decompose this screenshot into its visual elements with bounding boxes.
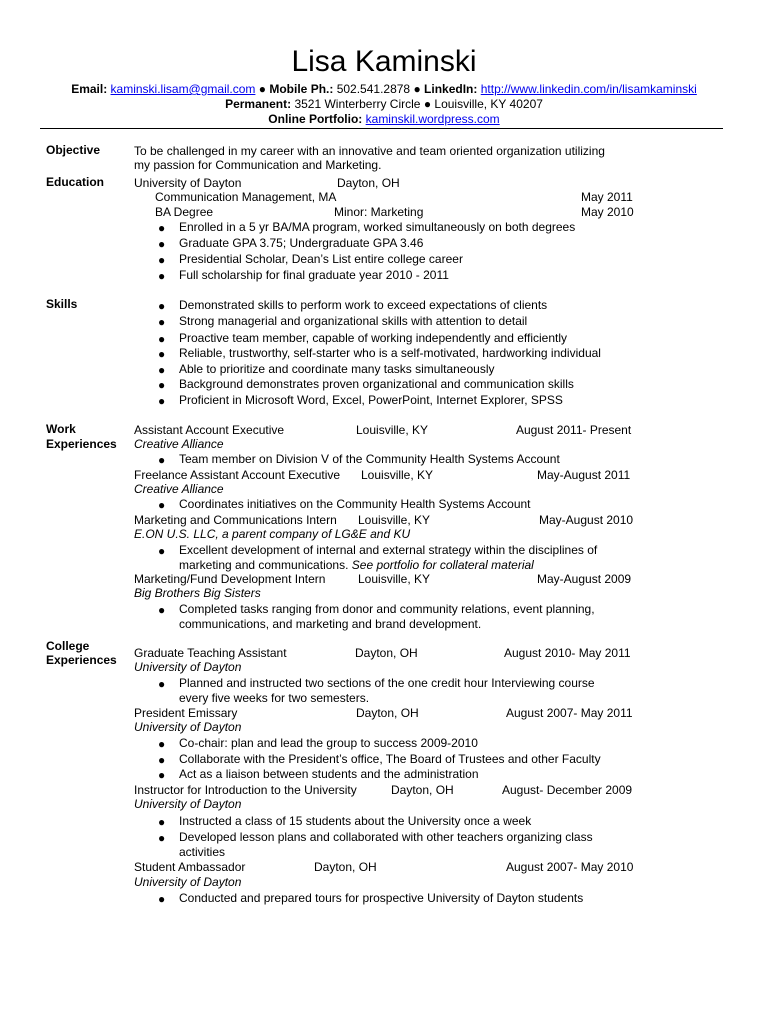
list-item: Planned and instructed two sections of the one credit hour Interviewing course [179,676,595,690]
job-org: Creative Alliance [134,482,224,496]
list-item: Collaborate with the President’s office, The Board of Trustees and other Faculty [179,752,601,766]
bullet-icon: ● [158,768,166,782]
list-item: Demonstrated skills to perform work to exceed expectations of clients [179,298,548,312]
list-item: Conducted and prepared tours for prospective University of Dayton students [179,891,584,905]
job-title: Graduate Teaching Assistant [134,646,287,660]
section-label-objective: Objective [46,143,101,157]
job-dates: May-August 2011 [537,468,631,482]
objective-text-line-2: my passion for Communication and Marketing. [134,158,382,172]
list-item: Instructed a class of 15 students about the University once a week [179,814,532,828]
portfolio-link[interactable]: kaminskil.wordpress.com [365,112,500,126]
list-item: Enrolled in a 5 yr BA/MA program, worked simultaneously on both degrees [179,220,576,234]
list-item-continued: every five weeks for two semesters. [179,691,370,705]
job-dates: May-August 2009 [537,572,632,586]
job-title: President Emissary [134,706,238,720]
school-name: University of Dayton [134,176,242,190]
list-item-continued [179,558,534,572]
section-label-college-2: Experiences [46,653,117,667]
permanent-label: Permanent: [225,97,292,111]
bullet-icon: ● [158,299,166,313]
list-item: Full scholarship for final graduate year 2010 - 2011 [179,268,449,282]
candidate-name: Lisa Kaminski [291,45,477,78]
bullet-icon: ● [158,737,166,751]
list-item: Co-chair: plan and lead the group to success 2009-2010 [179,736,478,750]
separator: ● [258,82,267,96]
list-item: Graduate GPA 3.75; Undergraduate GPA 3.46 [179,236,424,250]
job-title: Assistant Account Executive [134,423,285,437]
section-label-education: Education [46,175,105,189]
list-item: Background demonstrates proven organizational and communication skills [179,377,574,391]
list-item-continued-text: marketing and communications. [179,558,349,572]
job-title: Marketing and Communications Intern [134,513,337,527]
bullet-icon: ● [158,892,166,906]
linkedin-link[interactable]: http://www.linkedin.com/in/lisamkaminski [480,82,697,96]
job-org: Creative Alliance [134,437,224,451]
bullet-icon: ● [158,269,166,283]
contact-line-3 [0,112,768,126]
permanent-address: 3521 Winterberry Circle ● Louisville, KY 40207 [294,97,543,111]
bullet-icon: ● [158,453,166,467]
bullet-icon: ● [158,253,166,267]
job-title: Instructor for Introduction to the University [134,783,357,797]
bullet-icon: ● [158,498,166,512]
bullet-icon: ● [158,347,166,361]
separator: ● [413,82,421,96]
job-location: Louisville, KY [358,572,431,586]
bullet-icon: ● [158,753,166,767]
job-org: Big Brothers Big Sisters [134,586,261,600]
email-label: Email: [71,82,108,96]
objective-text-line-1: To be challenged in my career with an innovative and team oriented organization utilizing [134,144,605,158]
job-org: University of Dayton [134,797,242,811]
portfolio-label: Online Portfolio: [268,112,363,126]
list-item: Team member on Division V of the Community Health Systems Account [179,452,560,466]
list-item: Developed lesson plans and collaborated with other teachers organizing class [179,830,593,844]
job-location: Dayton, OH [355,646,418,660]
list-item: Coordinates initiatives on the Community Health Systems Account [179,497,531,511]
job-dates: August 2007- May 2010 [506,860,634,874]
bullet-icon: ● [158,378,166,392]
mobile-number: 502.541.2878 [336,82,411,96]
bullet-icon: ● [158,363,166,377]
job-location: Dayton, OH [391,783,454,797]
bullet-icon: ● [158,603,166,617]
job-title: Student Ambassador [134,860,246,874]
job-org: University of Dayton [134,660,242,674]
contact-line-1 [0,82,768,96]
list-item: Excellent development of internal and external strategy within the disciplines of [179,543,598,557]
bullet-icon: ● [158,315,166,329]
section-label-skills: Skills [46,297,78,311]
section-label-college: College [46,639,90,653]
degree-ba: BA Degree [155,205,214,219]
list-item: Proactive team member, capable of working independently and efficiently [179,331,568,345]
linkedin-label: LinkedIn: [424,82,478,96]
job-location: Dayton, OH [314,860,377,874]
job-dates: August 2011- Present [516,423,632,437]
bullet-icon: ● [158,544,166,558]
job-location: Dayton, OH [356,706,419,720]
degree-ma-date: May 2011 [581,190,633,204]
list-item-continued: activities [179,845,226,859]
bullet-icon: ● [158,815,166,829]
section-label-work-2: Experiences [46,437,117,451]
bullet-icon: ● [158,394,166,408]
mobile-label: Mobile Ph.: [269,82,334,96]
bullet-icon: ● [158,677,166,691]
bullet-icon: ● [158,332,166,346]
section-label-work: Work [46,422,76,436]
job-org: University of Dayton [134,720,242,734]
list-item-continued: communications, and marketing and brand development. [179,617,482,631]
job-location: Louisville, KY [356,423,429,437]
job-location: Louisville, KY [358,513,431,527]
degree-ma: Communication Management, MA [155,190,337,204]
list-item: Proficient in Microsoft Word, Excel, PowerPoint, Internet Explorer, SPSS [179,393,563,407]
bullet-icon: ● [158,237,166,251]
list-item: Completed tasks ranging from donor and community relations, event planning, [179,602,595,616]
job-dates: August- December 2009 [502,783,633,797]
list-item: Act as a liaison between students and the administration [179,767,479,781]
school-location: Dayton, OH [337,176,400,190]
portfolio-note: See portfolio for collateral material [351,558,534,572]
job-title: Marketing/Fund Development Intern [134,572,326,586]
list-item: Able to prioritize and coordinate many tasks simultaneously [179,362,495,376]
job-dates: May-August 2010 [539,513,634,527]
job-dates: August 2010- May 2011 [504,646,631,660]
job-org: E.ON U.S. LLC, a parent company of LG&E and KU [134,527,411,541]
job-location: Louisville, KY [361,468,434,482]
list-item: Reliable, trustworthy, self-starter who is a self-motivated, hardworking individual [179,346,601,360]
degree-ba-date: May 2010 [581,205,634,219]
bullet-icon: ● [158,831,166,845]
bullet-icon: ● [158,221,166,235]
job-org: University of Dayton [134,875,242,889]
list-item: Presidential Scholar, Dean’s List entire college career [179,252,463,266]
job-title: Freelance Assistant Account Executive [134,468,341,482]
job-dates: August 2007- May 2011 [506,706,633,720]
list-item: Strong managerial and organizational skills with attention to detail [179,314,528,328]
email-link[interactable]: kaminski.lisam@gmail.com [110,82,256,96]
minor: Minor: Marketing [334,205,424,219]
header-divider [40,128,723,129]
contact-line-2 [0,97,768,111]
